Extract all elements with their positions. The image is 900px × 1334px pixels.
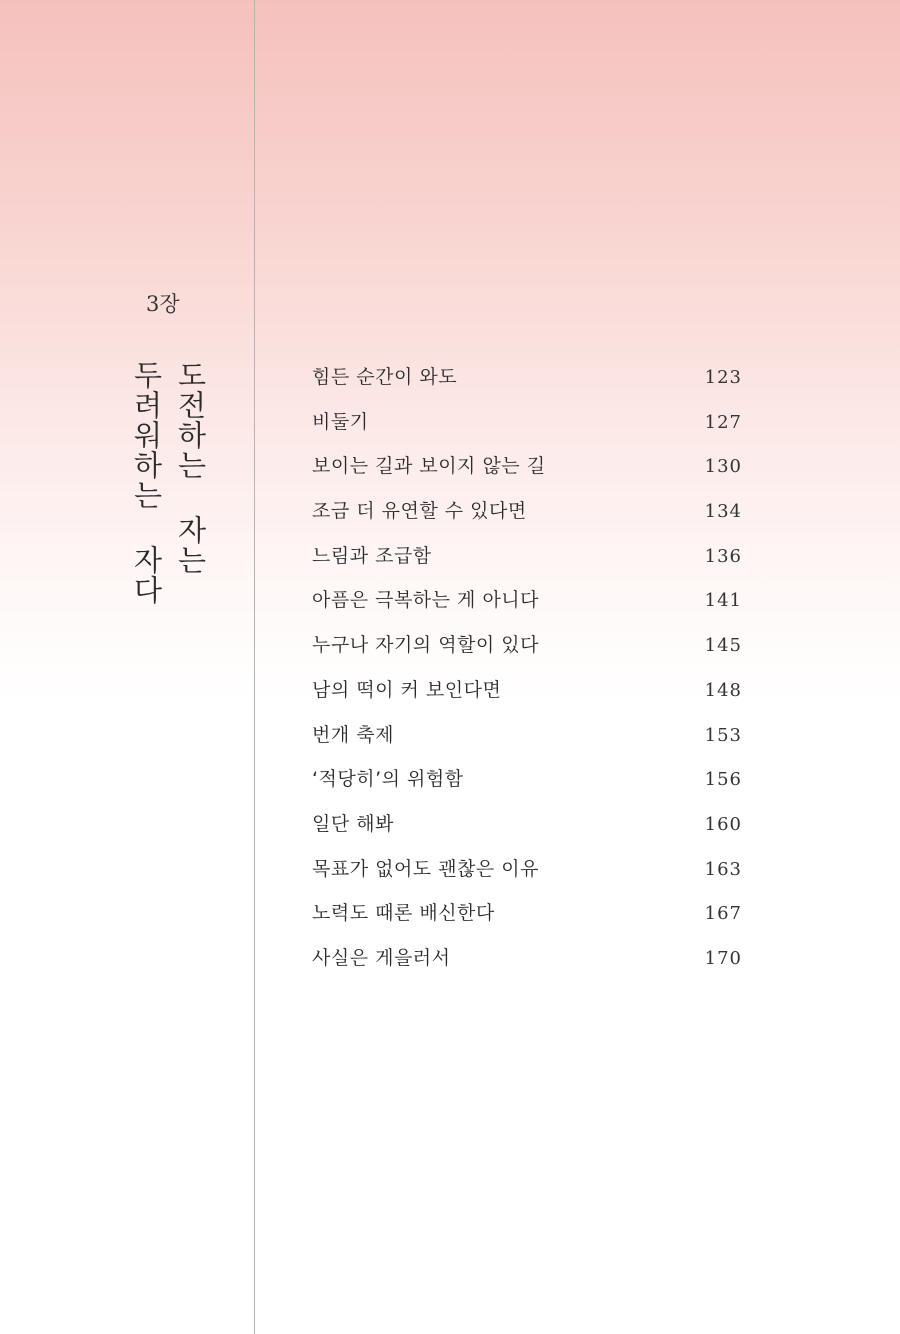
chapter-title-column-2: 두려워하는 자다	[129, 360, 164, 605]
toc-entry[interactable]	[312, 496, 742, 541]
toc-entry[interactable]	[312, 362, 742, 407]
toc-entry-page: 134	[704, 501, 742, 523]
toc-entry[interactable]	[312, 630, 742, 675]
toc-entry-page: 153	[704, 724, 742, 746]
toc-entry-page: 141	[704, 590, 742, 612]
toc-entry-title: 남의 떡이 커 보인다면	[312, 678, 502, 701]
toc-entry[interactable]	[312, 764, 742, 809]
toc-entry[interactable]	[312, 720, 742, 765]
toc-entry-page: 123	[704, 367, 742, 388]
toc-entry-page: 127	[704, 411, 742, 433]
toc-entry[interactable]	[312, 675, 742, 720]
toc-entry[interactable]	[312, 541, 742, 586]
toc-entry[interactable]	[312, 943, 742, 988]
toc-entry-title: ‘적당히’의 위험함	[312, 768, 464, 791]
toc-entry-title: 번개 축제	[312, 723, 394, 746]
toc-entry-title: 힘든 순간이 와도	[312, 366, 458, 388]
toc-entry-title: 보이는 길과 보이지 않는 길	[312, 455, 546, 478]
toc-entry[interactable]	[312, 451, 742, 496]
toc-entry[interactable]	[312, 854, 742, 899]
toc-entry-title: 목표가 없어도 괜찮은 이유	[312, 857, 540, 880]
toc-entry-page: 156	[704, 769, 742, 791]
toc-entry-page: 170	[704, 947, 742, 969]
table-of-contents	[312, 362, 742, 988]
toc-entry-page: 160	[704, 813, 742, 835]
toc-entry-title: 노력도 때론 배신한다	[312, 902, 495, 925]
toc-entry-page: 163	[704, 858, 742, 880]
toc-entry-title: 비둘기	[312, 410, 369, 433]
toc-entry-page: 148	[704, 679, 742, 701]
toc-entry-page: 167	[704, 903, 742, 925]
toc-entry[interactable]	[312, 585, 742, 630]
vertical-divider	[254, 0, 255, 1334]
toc-entry-page: 145	[704, 635, 742, 657]
toc-entry-page: 136	[704, 545, 742, 567]
toc-entry-title: 누구나 자기의 역할이 있다	[312, 634, 540, 657]
toc-entry[interactable]	[312, 407, 742, 452]
toc-entry-title: 사실은 게을러서	[312, 946, 451, 969]
chapter-number: 3장	[146, 292, 180, 316]
toc-entry-title: 아픔은 극복하는 게 아니다	[312, 589, 540, 612]
toc-entry[interactable]	[312, 898, 742, 943]
toc-entry-title: 조금 더 유연할 수 있다면	[312, 500, 527, 523]
chapter-title-column-1: 도전하는 자는	[173, 360, 208, 575]
toc-entry-title: 일단 해봐	[312, 812, 394, 835]
toc-entry-title: 느림과 조급함	[312, 544, 432, 567]
toc-entry[interactable]	[312, 809, 742, 854]
toc-entry-page: 130	[704, 456, 742, 478]
